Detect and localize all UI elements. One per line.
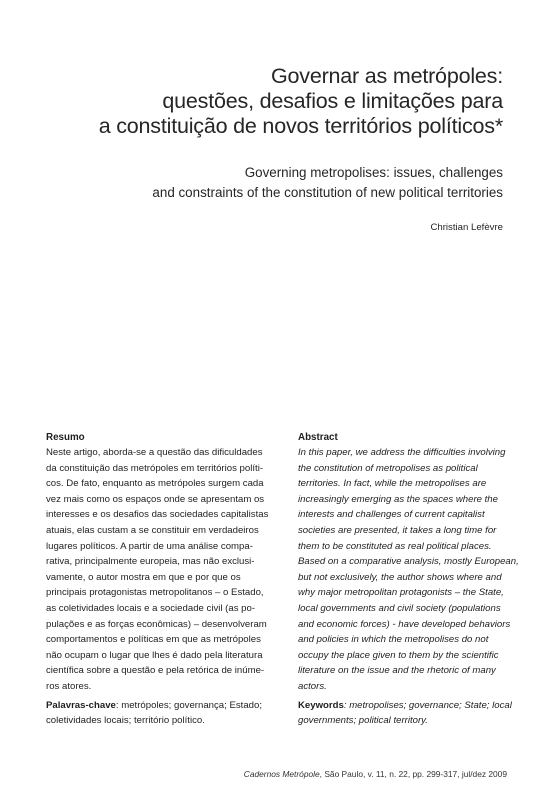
resumo-line: as coletividades locais e a sociedade civil (as po- xyxy=(46,602,256,614)
resumo-line: não ocupam o lugar que lhes é dado pela literatura xyxy=(46,649,263,661)
resumo-line: Neste artigo, aborda-se a questão das dificuldades xyxy=(46,447,263,458)
keywords-text: : metropolises; governance; State; local xyxy=(343,699,512,711)
resumo-line: comportamentos e políticas em que as metrópoles xyxy=(46,634,261,646)
page-footer xyxy=(244,769,507,779)
resumo-line: lugares políticos. A partir de uma análise compa- xyxy=(46,540,253,552)
resumo-line: vez mais como os espaços onde se apresentam os xyxy=(46,493,265,505)
abstract-heading: Abstract xyxy=(298,432,338,443)
abstract-line: the constitution of metropolises as political xyxy=(298,462,478,474)
abstract-section xyxy=(298,430,519,729)
resumo-body xyxy=(46,445,269,695)
abstract-line: and economic forces) - have developed behaviors xyxy=(298,618,511,630)
keywords-line xyxy=(298,698,512,714)
abstract-body xyxy=(298,445,519,695)
resumo-heading: Resumo xyxy=(46,432,85,443)
keywords-line xyxy=(46,698,262,714)
author-name: Christian Lefèvre xyxy=(430,222,503,233)
resumo-line: vamente, o autor mostra em que e por que os xyxy=(46,571,241,583)
title-line: questões, desafios e limitações para xyxy=(162,89,503,113)
title-line: a constituição de novos territórios políticos* xyxy=(98,114,503,138)
resumo-line: rativa, principalmente europeia, mas não exclusi- xyxy=(46,556,255,568)
citation-details: , São Paulo, v. 11, n. 22, pp. 299-317, jul/dez 2009 xyxy=(319,769,507,779)
abstract-line: them to be constituted as real political places. xyxy=(298,540,492,552)
english-title xyxy=(152,163,503,203)
resumo-line: interesses e os desafios das sociedades capitalistas xyxy=(46,509,269,521)
journal-name: Cadernos Metrópole xyxy=(243,769,320,779)
abstract-line: and policies in which the metropolises do not xyxy=(298,634,489,646)
abstract-line: societies are presented, it takes a long time for xyxy=(298,524,497,536)
resumo-line: da constituição das metrópoles em territórios políti- xyxy=(46,462,264,474)
keywords-label: Keywords xyxy=(298,699,344,711)
abstract-line: local governments and civil society (populations xyxy=(298,602,501,614)
resumo-line: principais protagonistas metropolitanos – o Estado, xyxy=(46,587,264,599)
keywords-label: Palavras-chave xyxy=(46,699,116,711)
keywords-line: coletividades locais; território político. xyxy=(46,715,205,727)
abstract-line: why major metropolitan protagonists – the State, xyxy=(298,587,504,599)
keywords-text: : metrópoles; governança; Estado; xyxy=(115,699,262,711)
abstract-line: interests and challenges of current capitalist xyxy=(298,509,485,521)
resumo-line: científica sobre a questão e pela retórica de inúme- xyxy=(46,665,265,677)
abstract-line: occupy the place given to them by the scientific xyxy=(298,649,499,661)
abstract-line: but not exclusively, the author shows where and xyxy=(298,571,502,583)
abstract-line: actors. xyxy=(298,680,327,692)
resumo-section xyxy=(46,430,269,729)
keywords-line: governments; political territory. xyxy=(298,715,428,727)
abstract-line: literature on the issue and the rhetoric of many xyxy=(298,665,496,677)
abstract-line: territories. In fact, while the metropolises are xyxy=(298,478,487,490)
abstract-line: Based on a comparative analysis, mostly European, xyxy=(298,556,519,568)
resumo-line: pulações e as forças econômicas) – desenvolveram xyxy=(46,618,267,630)
subtitle-line: and constraints of the constitution of new political territories xyxy=(152,185,503,200)
subtitle-line: Governing metropolises: issues, challenges xyxy=(244,165,503,180)
resumo-line: atuais, elas custam a se constituir em verdadeiros xyxy=(46,524,259,536)
abstract-line: In this paper, we address the difficulties involving xyxy=(298,447,506,458)
abstract-keywords xyxy=(298,698,512,729)
article-title xyxy=(99,64,503,139)
abstract-line: increasingly emerging as the spaces where the xyxy=(298,493,498,505)
resumo-line: cos. De fato, enquanto as metrópoles surgem cada xyxy=(46,478,264,490)
title-line: Governar as metrópoles: xyxy=(270,64,503,88)
resumo-keywords xyxy=(46,698,262,729)
resumo-line: ros atores. xyxy=(46,680,92,692)
